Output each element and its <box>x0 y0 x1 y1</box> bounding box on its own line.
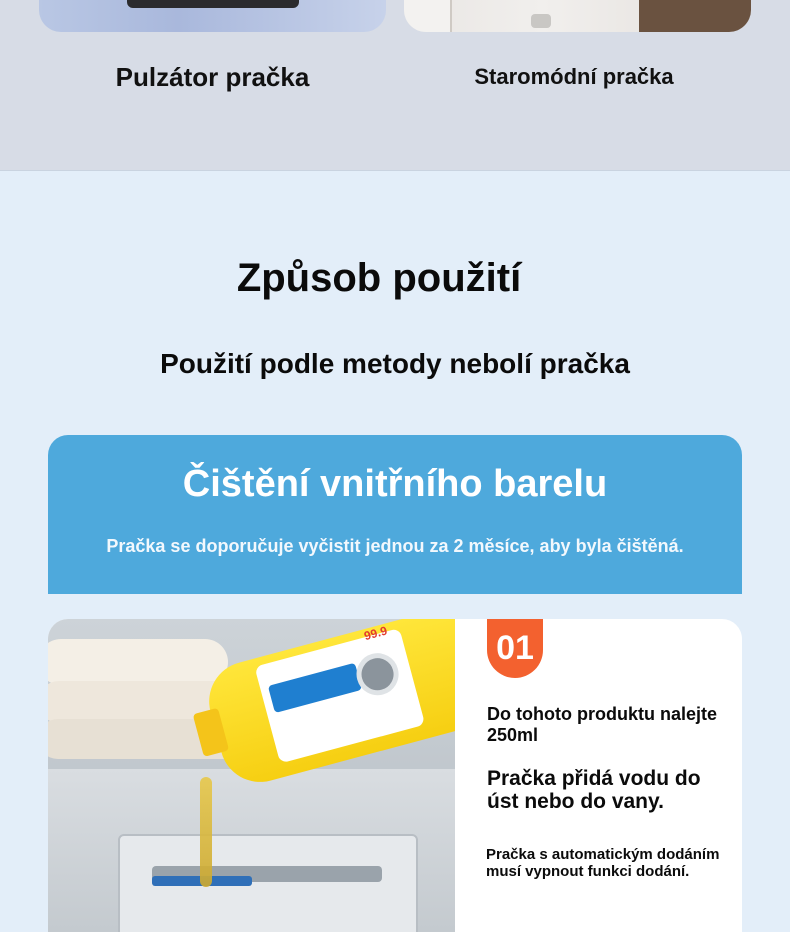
pulsator-washer-label: Pulzátor pračka <box>115 62 310 92</box>
old-style-washer-label: Staromódní pračka <box>474 64 674 89</box>
step-instruction-3: Pračka s automatickým dodáním musí vypnout funkci dodání. <box>486 846 720 880</box>
step-number-badge: 01 <box>487 619 543 678</box>
towel-shape <box>48 639 228 685</box>
pulsator-washer-image <box>39 0 386 32</box>
towel-shape <box>404 0 452 32</box>
step-instruction-1: Do tohoto produktu nalejte 250ml <box>487 704 717 745</box>
machine-types-section <box>0 0 790 171</box>
step-card <box>48 619 742 932</box>
cleaning-title: Čištění vnitřního barelu <box>182 463 608 505</box>
detergent-drawer <box>118 834 418 932</box>
cleaning-header-card <box>48 435 742 594</box>
washer-base-shape <box>127 0 299 8</box>
liquid-stream <box>200 777 212 887</box>
step-instruction-2: Pračka přidá vodu do úst nebo do vany. <box>487 767 701 813</box>
washer-foot-shape <box>531 14 551 28</box>
usage-title: Způsob použití <box>236 256 522 300</box>
cleaning-description: Pračka se doporučuje vyčistit jednou za 2 měsíce, aby byla čištěná. <box>106 536 684 556</box>
usage-subtitle: Použití podle metody nebolí pračka <box>160 348 630 379</box>
pouring-product-photo <box>48 619 455 932</box>
old-style-washer-image <box>404 0 751 32</box>
bottle-badge: 99.9 <box>362 623 389 644</box>
wooden-wall-shape <box>639 0 751 32</box>
